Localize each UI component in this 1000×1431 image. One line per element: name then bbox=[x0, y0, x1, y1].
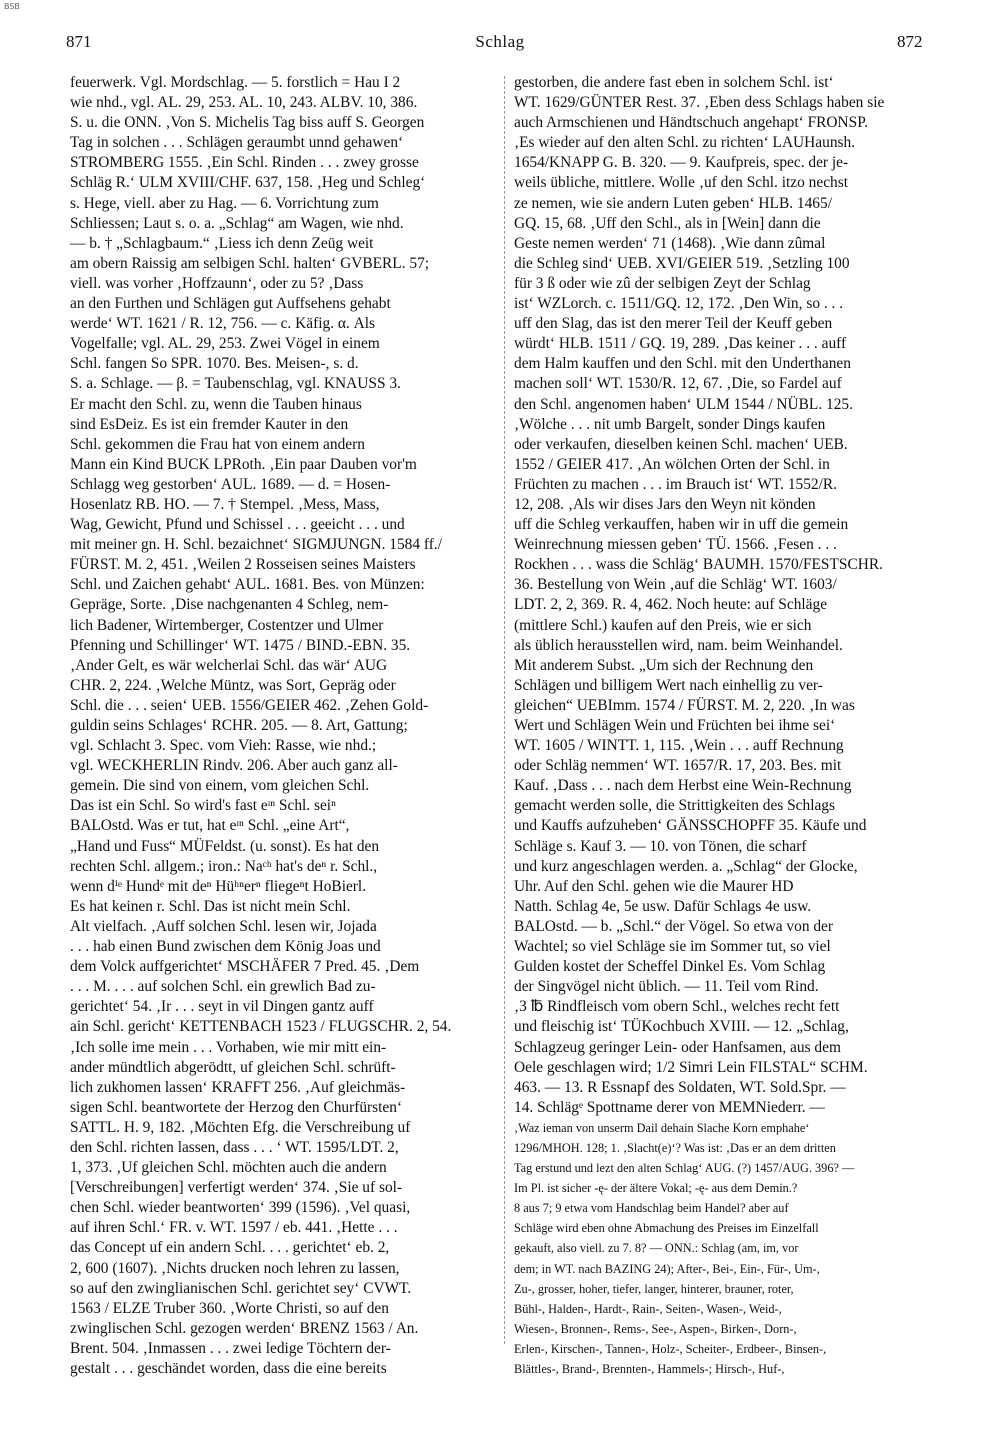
text-line: den Schl. richten lassen, dass . . . ‘ WT. 1595/LDT. 2, bbox=[70, 1138, 399, 1156]
text-line: ‚Es wieder auf den alten Schl. zu richten‘ LAUHaunsh. bbox=[514, 134, 856, 152]
text-line: gleichen“ UEBImm. 1574 / FÜRST. M. 2, 220. ‚In was bbox=[514, 696, 855, 714]
text-line: oder Schläg nemmen‘ WT. 1657/R. 17, 203. Bes. mit bbox=[514, 757, 842, 775]
text-line: Das ist ein Schl. So wird's fast eᶦⁿ Schl. seiⁿ bbox=[70, 797, 336, 815]
text-line: und Kauffs aufzuheben‘ GÄNSSCHOPFF 35. Käufe und bbox=[514, 817, 867, 835]
text-line: vgl. Schlacht 3. Spec. vom Vieh: Rasse, wie nhd.; bbox=[70, 737, 377, 755]
text-line: würdt‘ HLB. 1511 / GQ. 19, 289. ‚Das keiner . . . auff bbox=[514, 335, 847, 353]
text-line: s. Hege, viell. aber zu Hag. — 6. Vorrichtung zum bbox=[70, 194, 379, 212]
text-line: Natth. Schlag 4e, 5e usw. Dafür Schlags 4e usw. bbox=[514, 897, 812, 915]
text-line: guldin seins Schlages‘ RCHR. 205. — 8. Art, Gattung; bbox=[70, 717, 408, 734]
text-line: und fleischig ist‘ TÜKochbuch XVIII. — 12. „Schlag, bbox=[514, 1018, 849, 1036]
text-line: Vogelfalle; vgl. AL. 29, 253. Zwei Vögel in einem bbox=[70, 335, 380, 353]
text-line: S. u. die ONN. ‚Von S. Michelis Tag biss auff S. Georgen bbox=[70, 114, 425, 132]
text-line: FÜRST. M. 2, 451. ‚Weilen 2 Rosseisen seines Maisters bbox=[70, 556, 416, 574]
text-line: Pfenning und Schillinger‘ WT. 1475 / BIND.-EBN. 35. bbox=[70, 636, 411, 654]
right-column bbox=[514, 73, 942, 1379]
text-line: Oele geschlagen wird; 1/2 Simri Lein FILSTAL“ SCHM. bbox=[514, 1058, 868, 1076]
text-line: Schläg R.‘ ULM XVIII/CHF. 637, 158. ‚Heg und Schleg‘ bbox=[70, 174, 426, 192]
text-line: ‚3 ℔ Rindfleisch vom obern Schl., welches recht fett bbox=[514, 998, 840, 1016]
text-line: das Concept uf ein andern Schl. . . . gerichtet‘ eb. 2, bbox=[70, 1239, 390, 1257]
text-line: lich Badener, Wirtemberger, Costentzer und Ulmer bbox=[70, 616, 384, 634]
note-line: Schläge wird eben ohne Abmachung des Preises im Einzelfall bbox=[514, 1221, 819, 1236]
page-header bbox=[0, 26, 1000, 56]
text-line: 14. Schlägᵉ Spottname derer von MEMNiederr. — bbox=[514, 1098, 825, 1116]
text-line: gestalt . . . geschändet worden, dass die eine bereits bbox=[70, 1360, 387, 1377]
text-line: Wachtel; so viel Schläge sie im Sommer tut, so viel bbox=[514, 938, 831, 956]
text-line: zwinglischen Schl. gezogen werden‘ BRENZ 1563 / An. bbox=[70, 1319, 419, 1337]
text-line: rechten Schl. allgem.; iron.: Naᶜʰ hat's deⁿ r. Schl., bbox=[70, 857, 378, 875]
text-line: dem Halm kauffen und den Schl. mit den Underthanen bbox=[514, 355, 851, 373]
text-line: auch Armschienen und Händtschuch angehapt‘ FRONSP. bbox=[514, 114, 868, 132]
text-line: 463. — 13. R Essnapf des Soldaten, WT. Sold.Spr. — bbox=[514, 1078, 846, 1096]
text-line: mit meiner gn. H. Schl. bezaichnet‘ SIGMJUNGN. 1584 ff./ bbox=[70, 536, 443, 554]
page-number-left: 871 bbox=[66, 32, 92, 51]
text-line: STROMBERG 1555. ‚Ein Schl. Rinden . . . zwey grosse bbox=[70, 154, 419, 172]
text-line: gemein. Die sind von einem, vom gleichen Schl. bbox=[70, 777, 370, 795]
note-line: Zu-, grosser, hoher, tiefer, langer, hinterer, brauner, roter, bbox=[514, 1281, 794, 1296]
text-line: auf ihren Schl.‘ FR. v. WT. 1597 / eb. 441. ‚Hette . . . bbox=[70, 1219, 398, 1237]
text-line: ‚Wölche . . . nit umb Bargelt, sonder Dings kaufen bbox=[514, 415, 826, 433]
page-number-right: 872 bbox=[897, 32, 923, 51]
text-line: dem Volck auffgerichtet‘ MSCHÄFER 7 Pred. 45. ‚Dem bbox=[70, 958, 420, 976]
text-line: Schlägen und billigem Wert nach einhellig zu ver- bbox=[514, 676, 823, 694]
text-line: . . . M. . . . auf solchen Schl. ein grewlich Bad zu- bbox=[70, 978, 376, 996]
text-line: wie nhd., vgl. AL. 29, 253. AL. 10, 243. ALBV. 10, 386. bbox=[70, 94, 418, 112]
text-line: 36. Bestellung von Wein ‚auf die Schläg‘ WT. 1603/ bbox=[514, 576, 837, 594]
text-line: 1552 / GEIER 417. ‚An wölchen Orten der Schl. in bbox=[514, 455, 830, 473]
text-line: so auf den zwinglianischen Schl. gerichtet sey‘ CVWT. bbox=[70, 1279, 412, 1297]
text-line: gerichtet‘ 54. ‚Ir . . . seyt in vil Dingen gantz auff bbox=[70, 998, 374, 1016]
text-line: sind EsDeiz. Es ist ein fremder Kauter in den bbox=[70, 415, 349, 433]
text-line: Brent. 504. ‚Inmassen . . . zwei ledige Töchtern der- bbox=[70, 1339, 391, 1357]
text-line: BALOstd. — b. „Schl.“ der Vögel. So etwa von der bbox=[514, 917, 834, 935]
text-line: Gepräge, Sorte. ‚Dise nachgenanten 4 Schleg, nem- bbox=[70, 596, 389, 614]
note-line: Im Pl. ist sicher -ę- der ältere Vokal; -ę- aus dem Demin.? bbox=[514, 1181, 798, 1196]
note-line: gekauft, also viell. zu 7. 8? — ONN.: Schlag (am, im, vor bbox=[514, 1241, 799, 1256]
text-line: chen Schl. wieder beantworten‘ 399 (1596). ‚Vel quasi, bbox=[70, 1199, 411, 1217]
note-line: 1296/MHOH. 128; 1. ‚Slacht(e)‘? Was ist: ‚Das er an dem dritten bbox=[514, 1140, 836, 1155]
text-line: Mit anderem Subst. „Um sich der Rechnung den bbox=[514, 656, 814, 674]
text-line: an den Furthen und Schlägen gut Auffsehens gehabt bbox=[70, 295, 391, 313]
text-line: feuerwerk. Vgl. Mordschlag. — 5. forstlich = Hau I 2 bbox=[70, 74, 401, 91]
text-line: oder verkaufen, dieselben keinen Schl. machen‘ UEB. bbox=[514, 435, 848, 453]
left-column bbox=[70, 73, 496, 1379]
text-line: Schl. fangen So SPR. 1070. Bes. Meisen-, s. d. bbox=[70, 355, 359, 373]
text-line: Er macht den Schl. zu, wenn die Tauben hinaus bbox=[70, 395, 362, 413]
text-line: 1, 373. ‚Uf gleichen Schl. möchten auch die andern bbox=[70, 1159, 387, 1177]
text-line: die Schleg sind‘ UEB. XVI/GEIER 519. ‚Setzling 100 bbox=[514, 254, 850, 272]
note-line: ‚Waz ieman von unserm Dail dehain Slache Korn emphahe‘ bbox=[514, 1120, 810, 1135]
note-line: dem; in WT. nach BAZING 24); After-, Bei-, Ein-, Für-, Um-, bbox=[514, 1261, 820, 1276]
text-line: Tag in solchen . . . Schlägen geraumbt unnd gehawen‘ bbox=[70, 134, 404, 152]
text-line: — b. † „Schlagbaum.“ ‚Liess ich denn Zeüg weit bbox=[70, 234, 374, 252]
text-line: Weinrechnung miessen geben‘ TÜ. 1566. ‚Fesen . . . bbox=[514, 536, 837, 554]
text-line: Rockhen . . . wass die Schläg‘ BAUMH. 1570/FESTSCHR. bbox=[514, 556, 883, 574]
text-line: Schl. die . . . seien‘ UEB. 1556/GEIER 462. ‚Zehen Gold- bbox=[70, 696, 429, 714]
note-line: Blättles-, Brand-, Brennten-, Hammels-; Hirsch-, Huf-, bbox=[514, 1362, 785, 1376]
text-line: ze nemen, wie sie andern Luten geben‘ HLB. 1465/ bbox=[514, 194, 832, 212]
text-line: . . . hab einen Bund zwischen dem König Joas und bbox=[70, 938, 381, 956]
column-divider bbox=[504, 76, 505, 1344]
text-line: WT. 1605 / WINTT. 1, 115. ‚Wein . . . auff Rechnung bbox=[514, 737, 844, 755]
text-line: Früchten zu machen . . . im Brauch ist‘ WT. 1552/R. bbox=[514, 475, 837, 493]
text-line: S. a. Schlage. — β. = Taubenschlag, vgl. KNAUSS 3. bbox=[70, 375, 401, 393]
text-line: CHR. 2, 224. ‚Welche Müntz, was Sort, Gepräg oder bbox=[70, 676, 396, 694]
text-line: Wert und Schlägen Wein und Früchten bei ihme sei‘ bbox=[514, 717, 836, 734]
text-line: vgl. WECKHERLIN Rindv. 206. Aber auch ganz all- bbox=[70, 757, 398, 775]
note-line: Erlen-, Kirschen-, Tannen-, Holz-, Scheiter-, Erdbeer-, Binsen-, bbox=[514, 1341, 827, 1356]
text-line: Wag, Gewicht, Pfund und Schissel . . . geeicht . . . und bbox=[70, 516, 405, 534]
text-line: Schliessen; Laut s. o. a. „Schlag“ am Wagen, wie nhd. bbox=[70, 214, 404, 232]
text-line: den Schl. angenomen haben‘ ULM 1544 / NÜBL. 125. bbox=[514, 395, 853, 413]
text-line: machen soll‘ WT. 1530/R. 12, 67. ‚Die, so Fardel auf bbox=[514, 375, 842, 393]
text-line: ‚Ander Gelt, es wär welcherlai Schl. das wär‘ AUG bbox=[70, 656, 388, 674]
note-line: Tag erstund und lezt den alten Schlag‘ AUG. (?) 1457/AUG. 396? — bbox=[514, 1161, 855, 1176]
note-line: Wiesen-, Bronnen-, Rems-, See-, Aspen-, Birken-, Dorn-, bbox=[514, 1321, 797, 1336]
text-line: 12, 208. ‚Als wir dises Jars den Weyn nit könden bbox=[514, 495, 816, 513]
text-line: ain Schl. gericht‘ KETTENBACH 1523 / FLUGSCHR. 2, 54. bbox=[70, 1018, 452, 1036]
text-line: Kauf. ‚Dass . . . nach dem Herbst eine Wein-Rechnung bbox=[514, 777, 852, 795]
text-line: „Hand und Fuss“ MÜFeldst. (u. sonst). Es hat den bbox=[70, 837, 380, 855]
text-line: 1563 / ELZE Truber 360. ‚Worte Christi, so auf den bbox=[70, 1299, 389, 1317]
text-line: ist‘ WZLorch. c. 1511/GQ. 12, 172. ‚Den Win, so . . . bbox=[514, 295, 844, 313]
text-line: ander mündtlich abgerödtt, uf gleichen Schl. schrüft- bbox=[70, 1058, 396, 1076]
text-line: und kurz angeschlagen werden. a. „Schlag“ der Glocke, bbox=[514, 857, 858, 875]
text-line: lich zukhomen lassen‘ KRAFFT 256. ‚Auf gleichmäs- bbox=[70, 1078, 406, 1096]
text-line: Alt vielfach. ‚Auff solchen Schl. lesen wir, Jojada bbox=[70, 917, 377, 935]
text-line: der Singvögel nicht üblich. — 11. Teil vom Rind. bbox=[514, 978, 819, 996]
text-line: (mittlere Schl.) kaufen auf den Preis, wie er sich bbox=[514, 616, 812, 634]
text-line: Es hat keinen r. Schl. Das ist nicht mein Schl. bbox=[70, 897, 351, 915]
text-line: uff die Schleg verkauffen, haben wir in uff die gemein bbox=[514, 516, 849, 534]
text-line: WT. 1629/GÜNTER Rest. 37. ‚Eben dess Schlags haben sie bbox=[514, 94, 885, 112]
text-line: LDT. 2, 2, 369. R. 4, 462. Noch heute: auf Schläge bbox=[514, 596, 828, 614]
note-line: 8 aus 7; 9 etwa vom Handschlag beim Handel? aber auf bbox=[514, 1201, 789, 1216]
text-line: Geste nemen werden‘ 71 (1468). ‚Wie dann zûmal bbox=[514, 234, 826, 252]
text-line: Gulden kostet der Scheffel Dinkel Es. Vom Schlag bbox=[514, 958, 826, 976]
text-line: als üblich herausstellen wird, nam. beim Weinhandel. bbox=[514, 636, 843, 654]
text-line: werde‘ WT. 1621 / R. 12, 756. — c. Käfig. α. Als bbox=[70, 315, 375, 333]
text-line: sigen Schl. beantwortete der Herzog den Churfürsten‘ bbox=[70, 1098, 403, 1116]
text-line: wenn dⁱᵉ Hundᵉ mit deⁿ Hüʰⁿerⁿ fliegeⁿt HoBierl. bbox=[70, 877, 367, 895]
text-line: ‚Ich solle ime mein . . . Vorhaben, wie mir mitt ein- bbox=[70, 1038, 387, 1056]
text-line: uff den Slag, das ist den merer Teil der Keuff geben bbox=[514, 315, 833, 333]
text-line: BALOstd. Was er tut, hat eᶦⁿ Schl. „eine Art“, bbox=[70, 817, 350, 835]
text-line: weils übliche, mittlere. Wolle ‚uf den Schl. itzo nechst bbox=[514, 174, 848, 192]
text-line: gestorben, die andere fast eben in solchem Schl. ist‘ bbox=[514, 74, 834, 91]
text-line: Uhr. Auf den Schl. gehen wie die Maurer HD bbox=[514, 877, 794, 895]
text-line: viell. was vorher ‚Hoffzaunn‘, oder zu 5? ‚Dass bbox=[70, 274, 364, 292]
library-stamp: BSB bbox=[4, 2, 20, 11]
running-headword: Schlag bbox=[475, 32, 525, 51]
text-line: Schl. und Zaichen gehabt‘ AUL. 1681. Bes. von Münzen: bbox=[70, 576, 425, 594]
text-line: 1654/KNAPP G. B. 320. — 9. Kaufpreis, spec. der je- bbox=[514, 154, 849, 172]
text-line: Hosenlatz RB. HO. — 7. † Stempel. ‚Mess, Mass, bbox=[70, 495, 380, 513]
text-line: GQ. 15, 68. ‚Uff den Schl., als in [Wein] dann die bbox=[514, 214, 821, 232]
text-line: Schläge s. Kauf 3. — 10. von Tönen, die scharf bbox=[514, 837, 807, 855]
text-line: Schl. gekommen die Frau hat von einem andern bbox=[70, 435, 365, 453]
text-line: SATTL. H. 9, 182. ‚Möchten Efg. die Verschreibung uf bbox=[70, 1118, 411, 1136]
text-line: Schlagzeug geringer Lein- oder Hanfsamen, aus dem bbox=[514, 1038, 841, 1056]
text-line: am obern Raissig am selbigen Schl. halten‘ GVBERL. 57; bbox=[70, 254, 430, 272]
text-line: Schlagg weg gestorben‘ AUL. 1689. — d. = Hosen- bbox=[70, 475, 391, 493]
text-line: [Verschreibungen] verfertigt werden‘ 374. ‚Sie uf sol- bbox=[70, 1179, 403, 1197]
text-line: gemacht werden solle, die Strittigkeiten des Schlags bbox=[514, 797, 835, 815]
note-line: Bühl-, Halden-, Hardt-, Rain-, Seiten-, Wasen-, Weid-, bbox=[514, 1301, 782, 1316]
text-line: 2, 600 (1607). ‚Nichts drucken noch lehren zu lassen, bbox=[70, 1259, 400, 1277]
text-line: Mann ein Kind BUCK LPRoth. ‚Ein paar Dauben vor'm bbox=[70, 455, 417, 473]
text-line: für 3 ß oder wie zû der selbigen Zeyt der Schlag bbox=[514, 274, 811, 292]
